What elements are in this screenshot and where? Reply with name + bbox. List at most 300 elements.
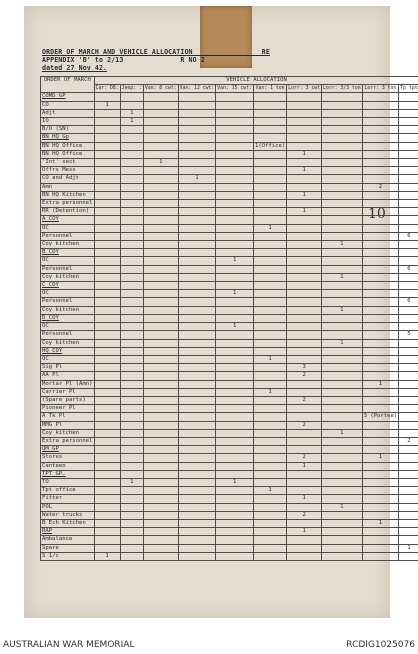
table-row [41,224,418,232]
table-row [41,323,418,331]
vehicle-count-cell [178,478,216,486]
vehicle-count-cell [143,224,178,232]
vehicle-count-cell [94,380,120,388]
vehicle-count-cell [322,446,363,454]
vehicle-count-cell [178,224,216,232]
vehicle-count-cell [399,519,418,527]
vehicle-count-cell: 1 [362,519,399,527]
vehicle-count-cell [178,142,216,150]
vehicle-count-cell [322,216,363,224]
vehicle-count-cell [287,380,322,388]
vehicle-count-cell [143,232,178,240]
table-row [41,372,418,380]
vehicle-count-cell [120,339,143,347]
vehicle-count-cell [362,347,399,355]
vehicle-count-cell [94,118,120,126]
vehicle-count-cell: 1 [143,159,178,167]
vehicle-count-cell [216,216,254,224]
vehicle-count-cell [178,544,216,552]
vehicle-count-cell [178,232,216,240]
vehicle-count-cell [399,290,418,298]
vehicle-count-cell: 3 [287,364,322,372]
vehicle-count-cell [399,282,418,290]
vehicle-count-cell [143,470,178,478]
vehicle-count-cell [322,487,363,495]
vehicle-count-cell [287,216,322,224]
table-row [41,93,418,101]
vehicle-count-cell [322,421,363,429]
vehicle-count-cell [178,265,216,273]
vehicle-count-cell [216,101,254,109]
unit-label: COMD GP [41,93,95,101]
table-row [41,134,418,142]
vehicle-count-cell [94,544,120,552]
vehicle-count-cell [94,134,120,142]
vehicle-type-header: Lorr: 3 cwt [288,86,321,92]
vehicle-count-cell [322,380,363,388]
vehicle-count-cell [216,265,254,273]
table-row [41,470,418,478]
vehicle-count-cell [143,347,178,355]
table-row [41,232,418,240]
vehicle-count-cell [120,446,143,454]
vehicle-count-cell [362,191,399,199]
unit-label: C COY [41,282,95,290]
table-row [41,265,418,273]
vehicle-count-cell [362,175,399,183]
vehicle-count-cell [362,232,399,240]
vehicle-count-cell [216,405,254,413]
vehicle-count-cell [178,421,216,429]
vehicle-count-cell [287,273,322,281]
vehicle-count-cell: 6 [399,265,418,273]
vehicle-count-cell [120,167,143,175]
unit-label: Ambulance [41,536,95,544]
vehicle-count-cell [253,306,286,314]
table-row [41,503,418,511]
vehicle-count-cell [253,446,286,454]
vehicle-count-cell [94,323,120,331]
vehicle-count-cell [253,396,286,404]
vehicle-count-cell [253,249,286,257]
vehicle-count-cell [94,249,120,257]
unit-label: QM GP [41,446,95,454]
vehicle-count-cell [216,159,254,167]
vehicle-count-cell [253,257,286,265]
vehicle-count-cell [120,495,143,503]
vehicle-count-cell [120,544,143,552]
vehicle-count-cell [120,93,143,101]
vehicle-count-cell [287,290,322,298]
vehicle-count-cell [362,544,399,552]
vehicle-count-cell [322,183,363,191]
vehicle-count-cell [178,290,216,298]
unit-label: AA Pl [41,372,95,380]
vehicle-count-cell [120,134,143,142]
vehicle-count-cell [399,93,418,101]
vehicle-count-cell: 2 [287,421,322,429]
vehicle-count-cell: 1 [362,454,399,462]
vehicle-count-cell [143,429,178,437]
unit-label: BN HQ Office [41,150,95,158]
vehicle-count-cell [143,446,178,454]
vehicle-count-cell [120,462,143,470]
unit-label: (Spare parts) [41,396,95,404]
vehicle-count-cell [362,355,399,363]
vehicle-count-cell [362,552,399,560]
vehicle-count-cell [94,437,120,445]
table-row [41,241,418,249]
vehicle-count-cell [253,159,286,167]
vehicle-count-cell [399,380,418,388]
unit-label: HQ COY [41,347,95,355]
vehicle-count-cell [287,470,322,478]
table-row [41,101,418,109]
vehicle-count-cell [94,446,120,454]
vehicle-count-cell [362,429,399,437]
vehicle-count-cell [143,355,178,363]
vehicle-count-cell [399,495,418,503]
vehicle-count-cell [216,183,254,191]
vehicle-count-cell [143,208,178,216]
vehicle-count-cell [322,388,363,396]
vehicle-count-cell [253,437,286,445]
vehicle-count-cell: 1 [178,175,216,183]
vehicle-count-cell [216,241,254,249]
vehicle-count-cell [120,126,143,134]
vehicle-count-cell [178,216,216,224]
vehicle-count-cell [399,249,418,257]
table-row [41,208,418,216]
table-row [41,364,418,372]
vehicle-count-cell [94,339,120,347]
vehicle-count-cell [143,257,178,265]
table-row [41,462,418,470]
unit-label: Coy kitchen [41,339,95,347]
vehicle-type-header: Tp tpt [400,86,418,92]
vehicle-count-cell [287,331,322,339]
vehicle-count-cell [362,331,399,339]
unit-label: Adjt [41,109,95,117]
vehicle-count-cell [362,495,399,503]
vehicle-count-cell [94,150,120,158]
doc-title: ORDER OF MARCH AND VEHICLE ALLOCATION RE [42,48,270,56]
vehicle-count-cell [120,380,143,388]
vehicle-count-cell [322,126,363,134]
vehicle-count-cell [253,290,286,298]
vehicle-count-cell [216,109,254,117]
unit-label: Pioneer Pl [41,405,95,413]
vehicle-count-cell: 2 [399,437,418,445]
vehicle-count-cell [322,265,363,273]
vehicle-count-cell [399,552,418,560]
vehicle-count-cell [94,224,120,232]
table-row [41,552,418,560]
vehicle-count-cell [399,101,418,109]
unit-label: Personnel [41,232,95,240]
vehicle-count-cell [94,126,120,134]
vehicle-count-cell [143,118,178,126]
vehicle-count-cell [94,282,120,290]
unit-label: Personnel [41,265,95,273]
vehicle-count-cell [216,306,254,314]
vehicle-count-cell [216,249,254,257]
vehicle-count-cell [94,232,120,240]
vehicle-count-cell [216,454,254,462]
vehicle-count-cell [253,405,286,413]
vehicle-count-cell [178,495,216,503]
vehicle-count-cell [362,298,399,306]
vehicle-count-cell [94,290,120,298]
vehicle-count-cell [143,249,178,257]
vehicle-count-cell: 1 [94,552,120,560]
vehicle-count-cell [253,470,286,478]
vehicle-count-cell [94,421,120,429]
vehicle-count-cell: 1 [216,290,254,298]
vehicle-count-cell [178,200,216,208]
vehicle-count-cell [322,142,363,150]
vehicle-count-cell [399,175,418,183]
table-row [41,339,418,347]
vehicle-count-cell [120,200,143,208]
vehicle-count-cell [253,421,286,429]
vehicle-count-cell [253,167,286,175]
vehicle-count-cell [94,470,120,478]
vehicle-count-cell [287,487,322,495]
vehicle-count-cell [287,298,322,306]
vehicle-count-cell [287,413,322,421]
vehicle-count-cell: 1 [287,150,322,158]
vehicle-count-cell [287,519,322,527]
vehicle-count-cell [399,134,418,142]
vehicle-count-cell: 1 [287,528,322,536]
vehicle-count-cell [178,470,216,478]
unit-label: Coy kitchen [41,306,95,314]
vehicle-count-cell [94,495,120,503]
vehicle-count-cell [362,388,399,396]
vehicle-count-cell [216,347,254,355]
vehicle-count-cell [362,159,399,167]
vehicle-count-cell [143,339,178,347]
vehicle-count-cell [399,257,418,265]
unit-label: BN HQ Gp [41,134,95,142]
vehicle-count-cell: 1 [120,118,143,126]
vehicle-count-cell [143,93,178,101]
vehicle-count-cell [120,536,143,544]
vehicle-count-cell [178,519,216,527]
vehicle-count-cell [322,437,363,445]
unit-label: Water trucks [41,511,95,519]
vehicle-count-cell [178,167,216,175]
vehicle-count-cell [322,175,363,183]
vehicle-count-cell [253,413,286,421]
vehicle-count-cell [120,150,143,158]
table-row [41,249,418,257]
vehicle-count-cell [178,331,216,339]
vehicle-count-cell [253,503,286,511]
vehicle-count-cell: 1(Office) [254,142,286,149]
vehicle-count-cell [287,142,322,150]
vehicle-count-cell [143,282,178,290]
vehicle-count-cell [399,208,418,216]
vehicle-count-cell [362,273,399,281]
vehicle-count-cell [143,364,178,372]
vehicle-count-cell [322,224,363,232]
vehicle-count-cell [362,314,399,322]
vehicle-count-cell [362,323,399,331]
vehicle-count-cell [94,298,120,306]
vehicle-count-cell [399,109,418,117]
vehicle-count-cell [178,323,216,331]
vehicle-count-cell [287,249,322,257]
vehicle-count-cell [287,405,322,413]
vehicle-count-cell [253,552,286,560]
vehicle-count-cell [94,93,120,101]
vehicle-count-cell: 2 [287,372,322,380]
vehicle-count-cell [362,405,399,413]
table-row [41,405,418,413]
vehicle-count-cell [178,241,216,249]
vehicle-count-cell [322,150,363,158]
vehicle-count-cell [287,183,322,191]
table-row [41,519,418,527]
table-row [41,388,418,396]
unit-label: Fitter [41,495,95,503]
vehicle-count-cell [287,241,322,249]
vehicle-count-cell [287,339,322,347]
vehicle-count-cell [120,191,143,199]
vehicle-count-cell [287,536,322,544]
vehicle-count-cell [120,265,143,273]
vehicle-count-cell [178,249,216,257]
vehicle-count-cell [253,134,286,142]
vehicle-count-cell [143,552,178,560]
vehicle-count-cell [94,347,120,355]
vehicle-count-cell [94,191,120,199]
vehicle-count-cell [143,511,178,519]
vehicle-count-cell [120,273,143,281]
vehicle-count-cell [322,372,363,380]
vehicle-count-cell [94,200,120,208]
vehicle-count-cell [216,150,254,158]
vehicle-count-cell [94,167,120,175]
vehicle-count-cell [287,224,322,232]
table-row [41,511,418,519]
vehicle-count-cell [120,314,143,322]
vehicle-count-cell [362,118,399,126]
vehicle-count-cell [362,487,399,495]
vehicle-count-cell [143,142,178,150]
vehicle-count-cell [362,421,399,429]
vehicle-count-cell [399,355,418,363]
order-of-march-header: ORDER OF MARCH [41,77,95,93]
vehicle-count-cell [120,552,143,560]
vehicle-count-cell [94,183,120,191]
vehicle-count-cell [94,355,120,363]
vehicle-count-cell [120,511,143,519]
vehicle-count-cell [287,429,322,437]
table-row [41,544,418,552]
vehicle-count-cell [143,306,178,314]
vehicle-count-cell [322,413,363,421]
unit-label: OC [41,290,95,298]
unit-label: Personnel [41,298,95,306]
vehicle-count-cell [120,224,143,232]
vehicle-count-cell [178,528,216,536]
vehicle-count-cell [399,159,418,167]
unit-label: BN HQ Kitchen [41,191,95,199]
vehicle-count-cell [94,487,120,495]
vehicle-count-cell [216,232,254,240]
vehicle-count-cell [216,519,254,527]
table-row [41,396,418,404]
vehicle-count-cell [287,265,322,273]
vehicle-count-cell [120,405,143,413]
vehicle-count-cell [120,290,143,298]
vehicle-count-cell [399,421,418,429]
vehicle-count-cell [253,364,286,372]
vehicle-count-cell [253,331,286,339]
vehicle-count-cell [94,265,120,273]
table-row [41,446,418,454]
vehicle-count-cell [216,413,254,421]
vehicle-type-row [41,85,418,93]
unit-label: B COY [41,249,95,257]
vehicle-count-cell [94,331,120,339]
unit-label: Amn [41,183,95,191]
unit-label: Extra personnel [42,437,93,444]
vehicle-count-cell [178,503,216,511]
vehicle-count-cell [287,355,322,363]
vehicle-count-cell [143,544,178,552]
vehicle-count-cell [287,503,322,511]
vehicle-count-cell [399,405,418,413]
vehicle-count-cell [322,109,363,117]
unit-label: S 1/c [41,552,95,560]
vehicle-count-cell [178,126,216,134]
vehicle-count-cell [94,257,120,265]
vehicle-count-cell [322,355,363,363]
vehicle-count-cell [94,208,120,216]
vehicle-count-cell [143,265,178,273]
vehicle-count-cell [362,290,399,298]
vehicle-count-cell [216,167,254,175]
vehicle-count-cell [399,396,418,404]
vehicle-count-cell: 1 [322,241,363,249]
vehicle-count-cell [143,462,178,470]
table-row [41,191,418,199]
unit-label: A COY [41,216,95,224]
vehicle-count-cell [362,396,399,404]
vehicle-count-cell [399,429,418,437]
unit-label: BN HQ Office [41,142,95,150]
vehicle-count-cell [143,167,178,175]
unit-label: Sig Pl [41,364,95,372]
vehicle-count-cell: 1 [322,306,363,314]
vehicle-count-cell [120,364,143,372]
vehicle-count-cell [178,339,216,347]
vehicle-count-cell [178,273,216,281]
vehicle-count-cell [253,191,286,199]
vehicle-count-cell [362,109,399,117]
vehicle-count-cell [178,372,216,380]
table-row [41,306,418,314]
vehicle-count-cell [178,109,216,117]
table-row [41,347,418,355]
vehicle-count-cell: 1 [94,101,120,109]
vehicle-count-cell [178,454,216,462]
vehicle-count-cell [178,364,216,372]
